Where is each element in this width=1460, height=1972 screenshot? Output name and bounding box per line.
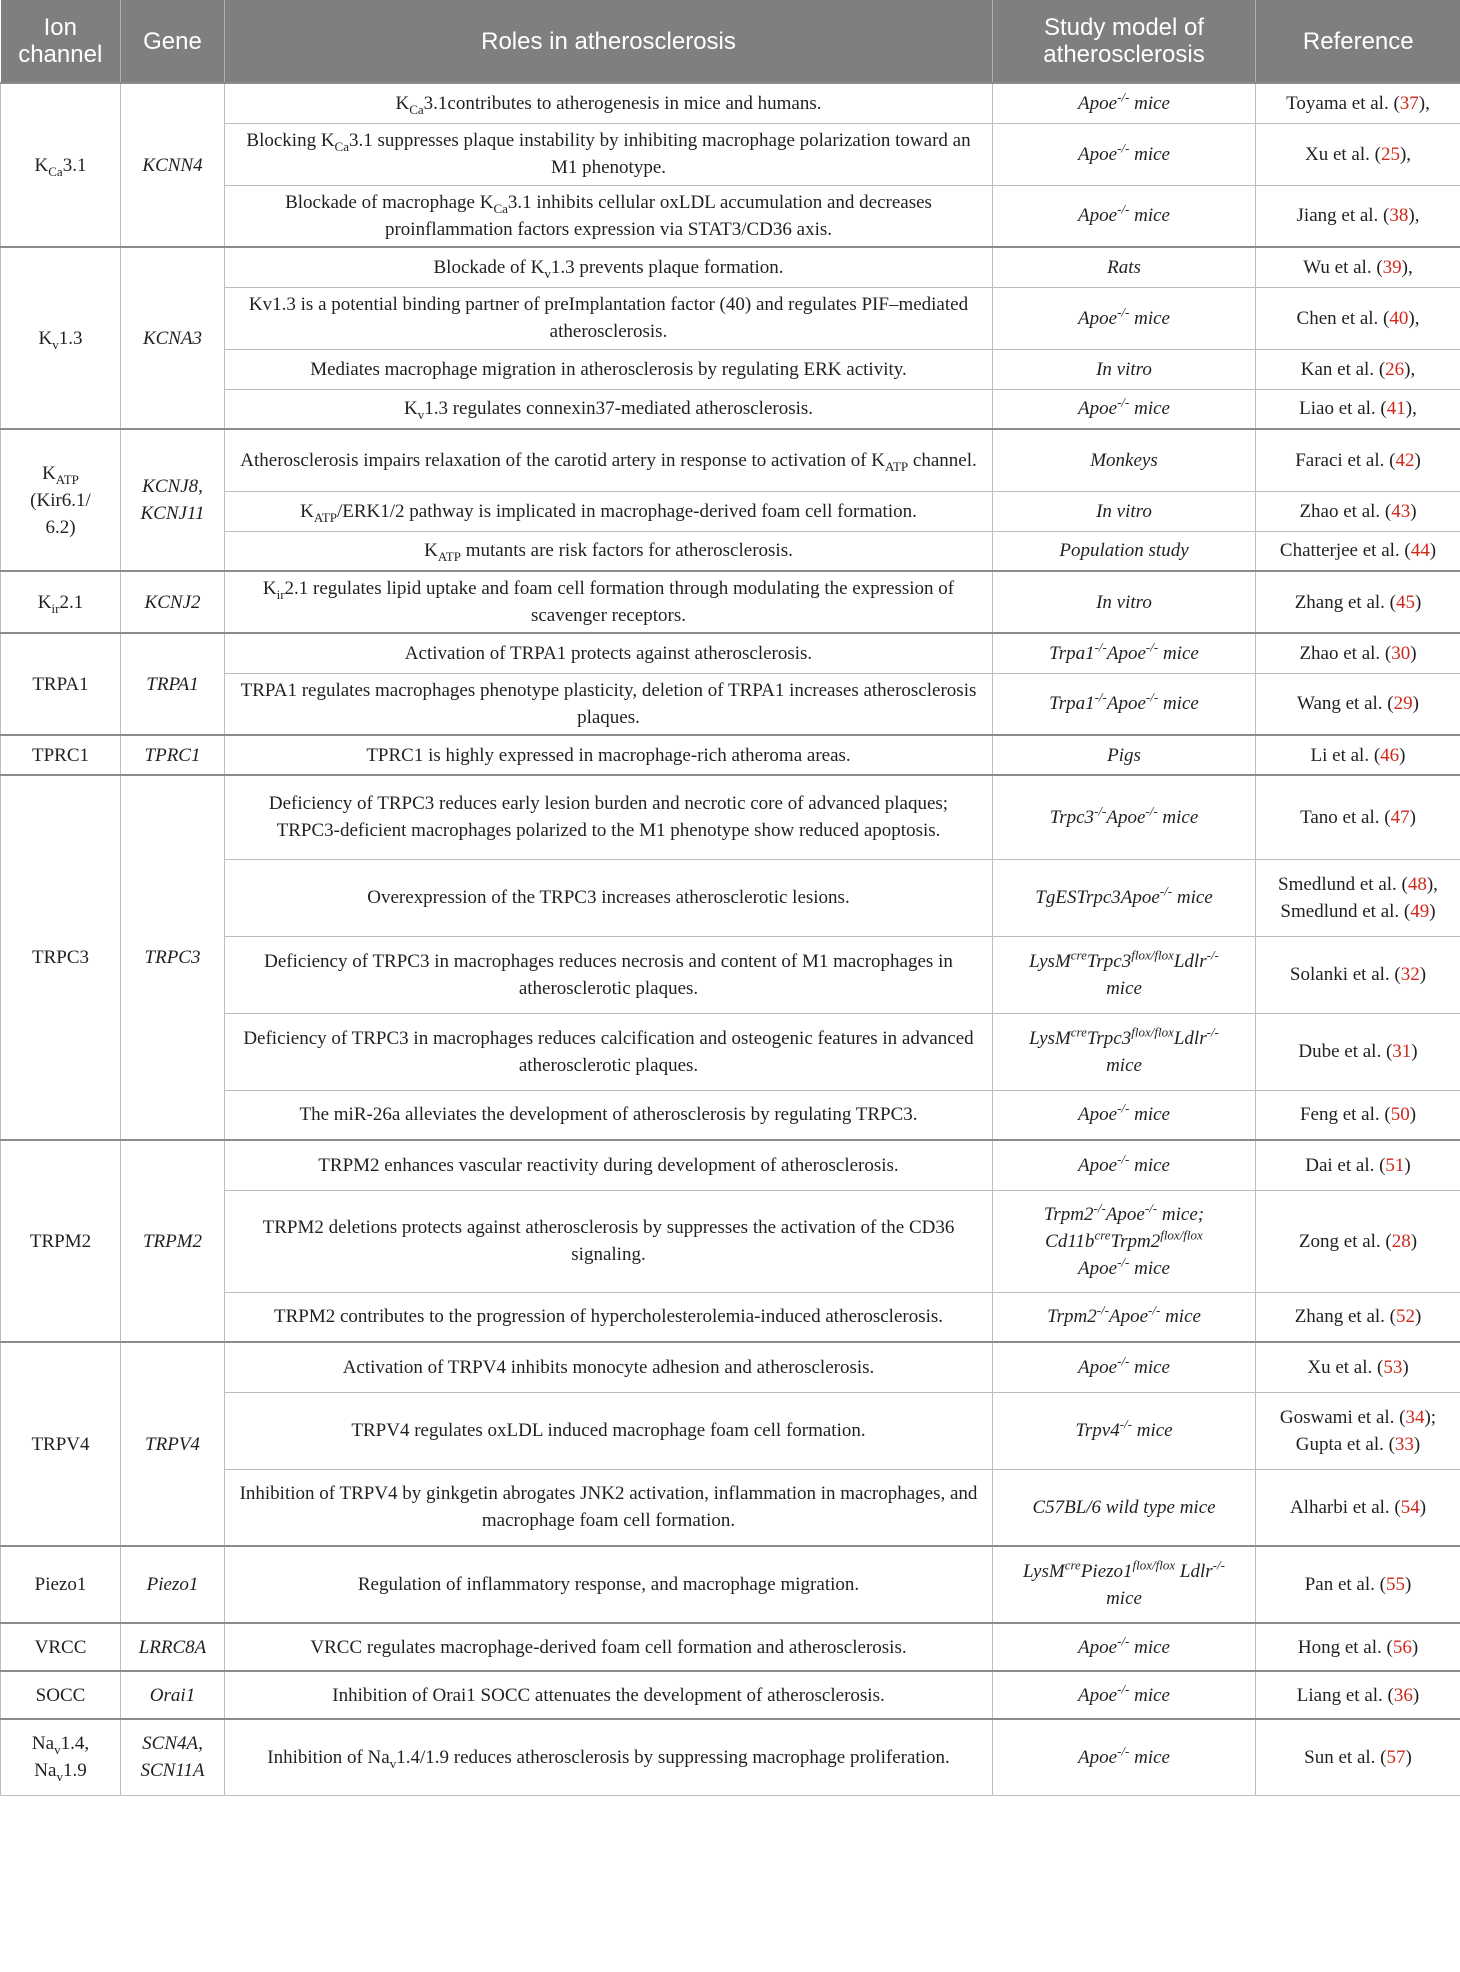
gene-cell: TRPA1 <box>121 633 225 735</box>
reference-cell: Feng et al. (50) <box>1256 1090 1460 1140</box>
gene-cell: KCNJ2 <box>121 571 225 633</box>
role-cell: Atherosclerosis impairs relaxation of the carotid artery in response to activation of $K_{ATP}$ channel. <box>225 429 993 491</box>
table-row <box>1 1546 1460 1623</box>
study-model-cell: Rats <box>993 247 1256 287</box>
reference-cell: Faraci et al. (42) <box>1256 429 1460 491</box>
reference-cell: Xu et al. (25), <box>1256 123 1460 185</box>
table-row <box>1 1671 1460 1719</box>
reference-cell: Chatterjee et al. (44) <box>1256 531 1460 571</box>
study-model-cell: In vitro <box>993 349 1256 389</box>
table-header <box>1 0 1460 83</box>
header-gene: Gene <box>121 0 225 83</box>
study-model-cell: Apoe-/- mice <box>993 123 1256 185</box>
role-cell: Blocking $K_{Ca}3.1$ suppresses plaque instability by inhibiting macrophage polarization toward an M1 phenotype. <box>225 123 993 185</box>
ion-channel-cell: TRPV4 <box>1 1342 121 1546</box>
role-cell: Blockade of macrophage $K_{Ca}3.1$ inhibits cellular oxLDL accumulation and decreases proinflammation factors expression via STAT3/CD36 axis. <box>225 185 993 247</box>
gene-cell: Piezo1 <box>121 1546 225 1623</box>
study-model-cell: Trpa1-/-Apoe-/- mice <box>993 673 1256 735</box>
ion-channel-cell: $Na_v1.4$, $Na_v1.9$ <box>1 1719 121 1795</box>
table-row <box>1 429 1460 491</box>
role-cell: Activation of TRPV4 inhibits monocyte adhesion and atherosclerosis. <box>225 1342 993 1392</box>
gene-cell: Orai1 <box>121 1671 225 1719</box>
reference-cell: Pan et al. (55) <box>1256 1546 1460 1623</box>
reference-cell: Liang et al. (36) <box>1256 1671 1460 1719</box>
study-model-cell: TgESTrpc3Apoe-/- mice <box>993 859 1256 936</box>
role-cell: $K_{ir}2.1$ regulates lipid uptake and foam cell formation through modulating the expression of scavenger receptors. <box>225 571 993 633</box>
study-model-cell: $LysM^{cre}Trpc3^{flox/flox}Ldlr^{-/-}$ mice <box>993 936 1256 1013</box>
study-model-cell: $LysM^{cre}Piezo1^{flox/flox}$ Ldlr-/- mice <box>993 1546 1256 1623</box>
reference-cell: Jiang et al. (38), <box>1256 185 1460 247</box>
ion-channel-cell: $K_v1.3$ <box>1 247 121 429</box>
study-model-cell: Population study <box>993 531 1256 571</box>
table-row <box>1 247 1460 287</box>
study-model-cell: Apoe-/- mice <box>993 1090 1256 1140</box>
study-model-cell: Apoe-/- mice <box>993 1671 1256 1719</box>
role-cell: TRPM2 contributes to the progression of hypercholesterolemia-induced atherosclerosis. <box>225 1292 993 1342</box>
header-ion-channel: Ion channel <box>1 0 121 83</box>
study-model-cell: Monkeys <box>993 429 1256 491</box>
reference-cell: Zhao et al. (43) <box>1256 491 1460 531</box>
table-row <box>1 83 1460 123</box>
role-cell: Inhibition of $Na_v1.4/1.9$ reduces atherosclerosis by suppressing macrophage proliferation. <box>225 1719 993 1795</box>
reference-cell: Zong et al. (28) <box>1256 1190 1460 1292</box>
role-cell: Inhibition of Orai1 SOCC attenuates the development of atherosclerosis. <box>225 1671 993 1719</box>
reference-cell: Alharbi et al. (54) <box>1256 1469 1460 1546</box>
role-cell: Deficiency of TRPC3 in macrophages reduces necrosis and content of M1 macrophages in atherosclerotic plaques. <box>225 936 993 1013</box>
table-row <box>1 633 1460 673</box>
role-cell: Inhibition of TRPV4 by ginkgetin abrogates JNK2 activation, inflammation in macrophages, and macrophage foam cell formation. <box>225 1469 993 1546</box>
ion-channel-cell: TRPC3 <box>1 775 121 1140</box>
role-cell: Mediates macrophage migration in atherosclerosis by regulating ERK activity. <box>225 349 993 389</box>
reference-cell: Solanki et al. (32) <box>1256 936 1460 1013</box>
study-model-cell: Trpa1-/-Apoe-/- mice <box>993 633 1256 673</box>
study-model-cell: Apoe-/- mice <box>993 1342 1256 1392</box>
gene-cell: TRPM2 <box>121 1140 225 1342</box>
study-model-cell: C57BL/6 wild type mice <box>993 1469 1256 1546</box>
gene-cell: KCNN4 <box>121 83 225 247</box>
reference-cell: Chen et al. (40), <box>1256 287 1460 349</box>
header-reference: Reference <box>1256 0 1460 83</box>
reference-cell: Tano et al. (47) <box>1256 775 1460 859</box>
ion-channel-cell: $K_{ATP}$ (Kir6.1/ 6.2) <box>1 429 121 571</box>
role-cell: Kv1.3 is a potential binding partner of preImplantation factor (40) and regulates PIF–mediated atherosclerosis. <box>225 287 993 349</box>
role-cell: TPRC1 is highly expressed in macrophage-rich atheroma areas. <box>225 735 993 775</box>
gene-cell: TRPC3 <box>121 775 225 1140</box>
study-model-cell: In vitro <box>993 571 1256 633</box>
study-model-cell: Apoe-/- mice <box>993 185 1256 247</box>
reference-cell: Goswami et al. (34); Gupta et al. (33) <box>1256 1392 1460 1469</box>
reference-cell: Li et al. (46) <box>1256 735 1460 775</box>
reference-cell: Dube et al. (31) <box>1256 1013 1460 1090</box>
table-row <box>1 1140 1460 1190</box>
gene-cell: TPRC1 <box>121 735 225 775</box>
ion-channel-cell: VRCC <box>1 1623 121 1671</box>
role-cell: TRPM2 deletions protects against atherosclerosis by suppresses the activation of the CD36 signaling. <box>225 1190 993 1292</box>
study-model-cell: Pigs <box>993 735 1256 775</box>
reference-cell: Zhang et al. (52) <box>1256 1292 1460 1342</box>
table-body <box>1 83 1460 1795</box>
ion-channel-cell: TRPA1 <box>1 633 121 735</box>
ion-channel-cell: TRPM2 <box>1 1140 121 1342</box>
role-cell: TRPV4 regulates oxLDL induced macrophage foam cell formation. <box>225 1392 993 1469</box>
role-cell: TRPA1 regulates macrophages phenotype plasticity, deletion of TRPA1 increases atherosclerosis plaques. <box>225 673 993 735</box>
study-model-cell: Trpm2-/-Apoe-/- mice; $Cd11b^{cre}Trpm2^{flox/flox}$ Apoe-/- mice <box>993 1190 1256 1292</box>
gene-cell: TRPV4 <box>121 1342 225 1546</box>
role-cell: The miR-26a alleviates the development of atherosclerosis by regulating TRPC3. <box>225 1090 993 1140</box>
reference-cell: Zhao et al. (30) <box>1256 633 1460 673</box>
ion-channel-cell: $K_{Ca}3.1$ <box>1 83 121 247</box>
reference-cell: Liao et al. (41), <box>1256 389 1460 429</box>
reference-cell: Sun et al. (57) <box>1256 1719 1460 1795</box>
gene-cell: KCNJ8, KCNJ11 <box>121 429 225 571</box>
header-study-model: Study model of atherosclerosis <box>993 0 1256 83</box>
gene-cell: LRRC8A <box>121 1623 225 1671</box>
reference-cell: Hong et al. (56) <box>1256 1623 1460 1671</box>
header-roles: Roles in atherosclerosis <box>225 0 993 83</box>
table-row <box>1 1623 1460 1671</box>
reference-cell: Dai et al. (51) <box>1256 1140 1460 1190</box>
reference-cell: Wang et al. (29) <box>1256 673 1460 735</box>
study-model-cell: Apoe-/- mice <box>993 1719 1256 1795</box>
ion-channel-cell: SOCC <box>1 1671 121 1719</box>
study-model-cell: Apoe-/- mice <box>993 1140 1256 1190</box>
study-model-cell: Apoe-/- mice <box>993 287 1256 349</box>
study-model-cell: Apoe-/- mice <box>993 83 1256 123</box>
role-cell: Activation of TRPA1 protects against atherosclerosis. <box>225 633 993 673</box>
table-row <box>1 775 1460 859</box>
study-model-cell: In vitro <box>993 491 1256 531</box>
table-row <box>1 571 1460 633</box>
gene-cell: KCNA3 <box>121 247 225 429</box>
role-cell: $K_v1.3$ regulates connexin37-mediated atherosclerosis. <box>225 389 993 429</box>
ion-channel-cell: $K_{ir}2.1$ <box>1 571 121 633</box>
ion-channel-cell: TPRC1 <box>1 735 121 775</box>
role-cell: Blockade of $K_v1.3$ prevents plaque formation. <box>225 247 993 287</box>
reference-cell: Toyama et al. (37), <box>1256 83 1460 123</box>
role-cell: Deficiency of TRPC3 reduces early lesion burden and necrotic core of advanced plaques; TRPC3-deficient macrophages polarized to the M1 phenotype show reduced apoptosis. <box>225 775 993 859</box>
reference-cell: Kan et al. (26), <box>1256 349 1460 389</box>
study-model-cell: $LysM^{cre}Trpc3^{flox/flox}Ldlr^{-/-}$ mice <box>993 1013 1256 1090</box>
study-model-cell: Apoe-/- mice <box>993 389 1256 429</box>
study-model-cell: Trpc3-/-Apoe-/- mice <box>993 775 1256 859</box>
reference-cell: Smedlund et al. (48), Smedlund et al. (49) <box>1256 859 1460 936</box>
study-model-cell: Trpv4-/- mice <box>993 1392 1256 1469</box>
study-model-cell: Trpm2-/-Apoe-/- mice <box>993 1292 1256 1342</box>
ion-channel-cell: Piezo1 <box>1 1546 121 1623</box>
gene-cell: SCN4A, SCN11A <box>121 1719 225 1795</box>
reference-cell: Xu et al. (53) <box>1256 1342 1460 1392</box>
study-model-cell: Apoe-/- mice <box>993 1623 1256 1671</box>
reference-cell: Zhang et al. (45) <box>1256 571 1460 633</box>
table-row <box>1 1719 1460 1795</box>
role-cell: Deficiency of TRPC3 in macrophages reduces calcification and osteogenic features in advanced atherosclerotic plaques. <box>225 1013 993 1090</box>
reference-cell: Wu et al. (39), <box>1256 247 1460 287</box>
role-cell: Overexpression of the TRPC3 increases atherosclerotic lesions. <box>225 859 993 936</box>
role-cell: Regulation of inflammatory response, and macrophage migration. <box>225 1546 993 1623</box>
role-cell: $K_{ATP}/ERK1/2$ pathway is implicated in macrophage-derived foam cell formation. <box>225 491 993 531</box>
role-cell: VRCC regulates macrophage-derived foam cell formation and atherosclerosis. <box>225 1623 993 1671</box>
table-row <box>1 1342 1460 1392</box>
table-row <box>1 735 1460 775</box>
role-cell: $K_{Ca}3.1contributes$ to atherogenesis in mice and humans. <box>225 83 993 123</box>
role-cell: $K_{ATP}$ mutants are risk factors for atherosclerosis. <box>225 531 993 571</box>
role-cell: TRPM2 enhances vascular reactivity during development of atherosclerosis. <box>225 1140 993 1190</box>
